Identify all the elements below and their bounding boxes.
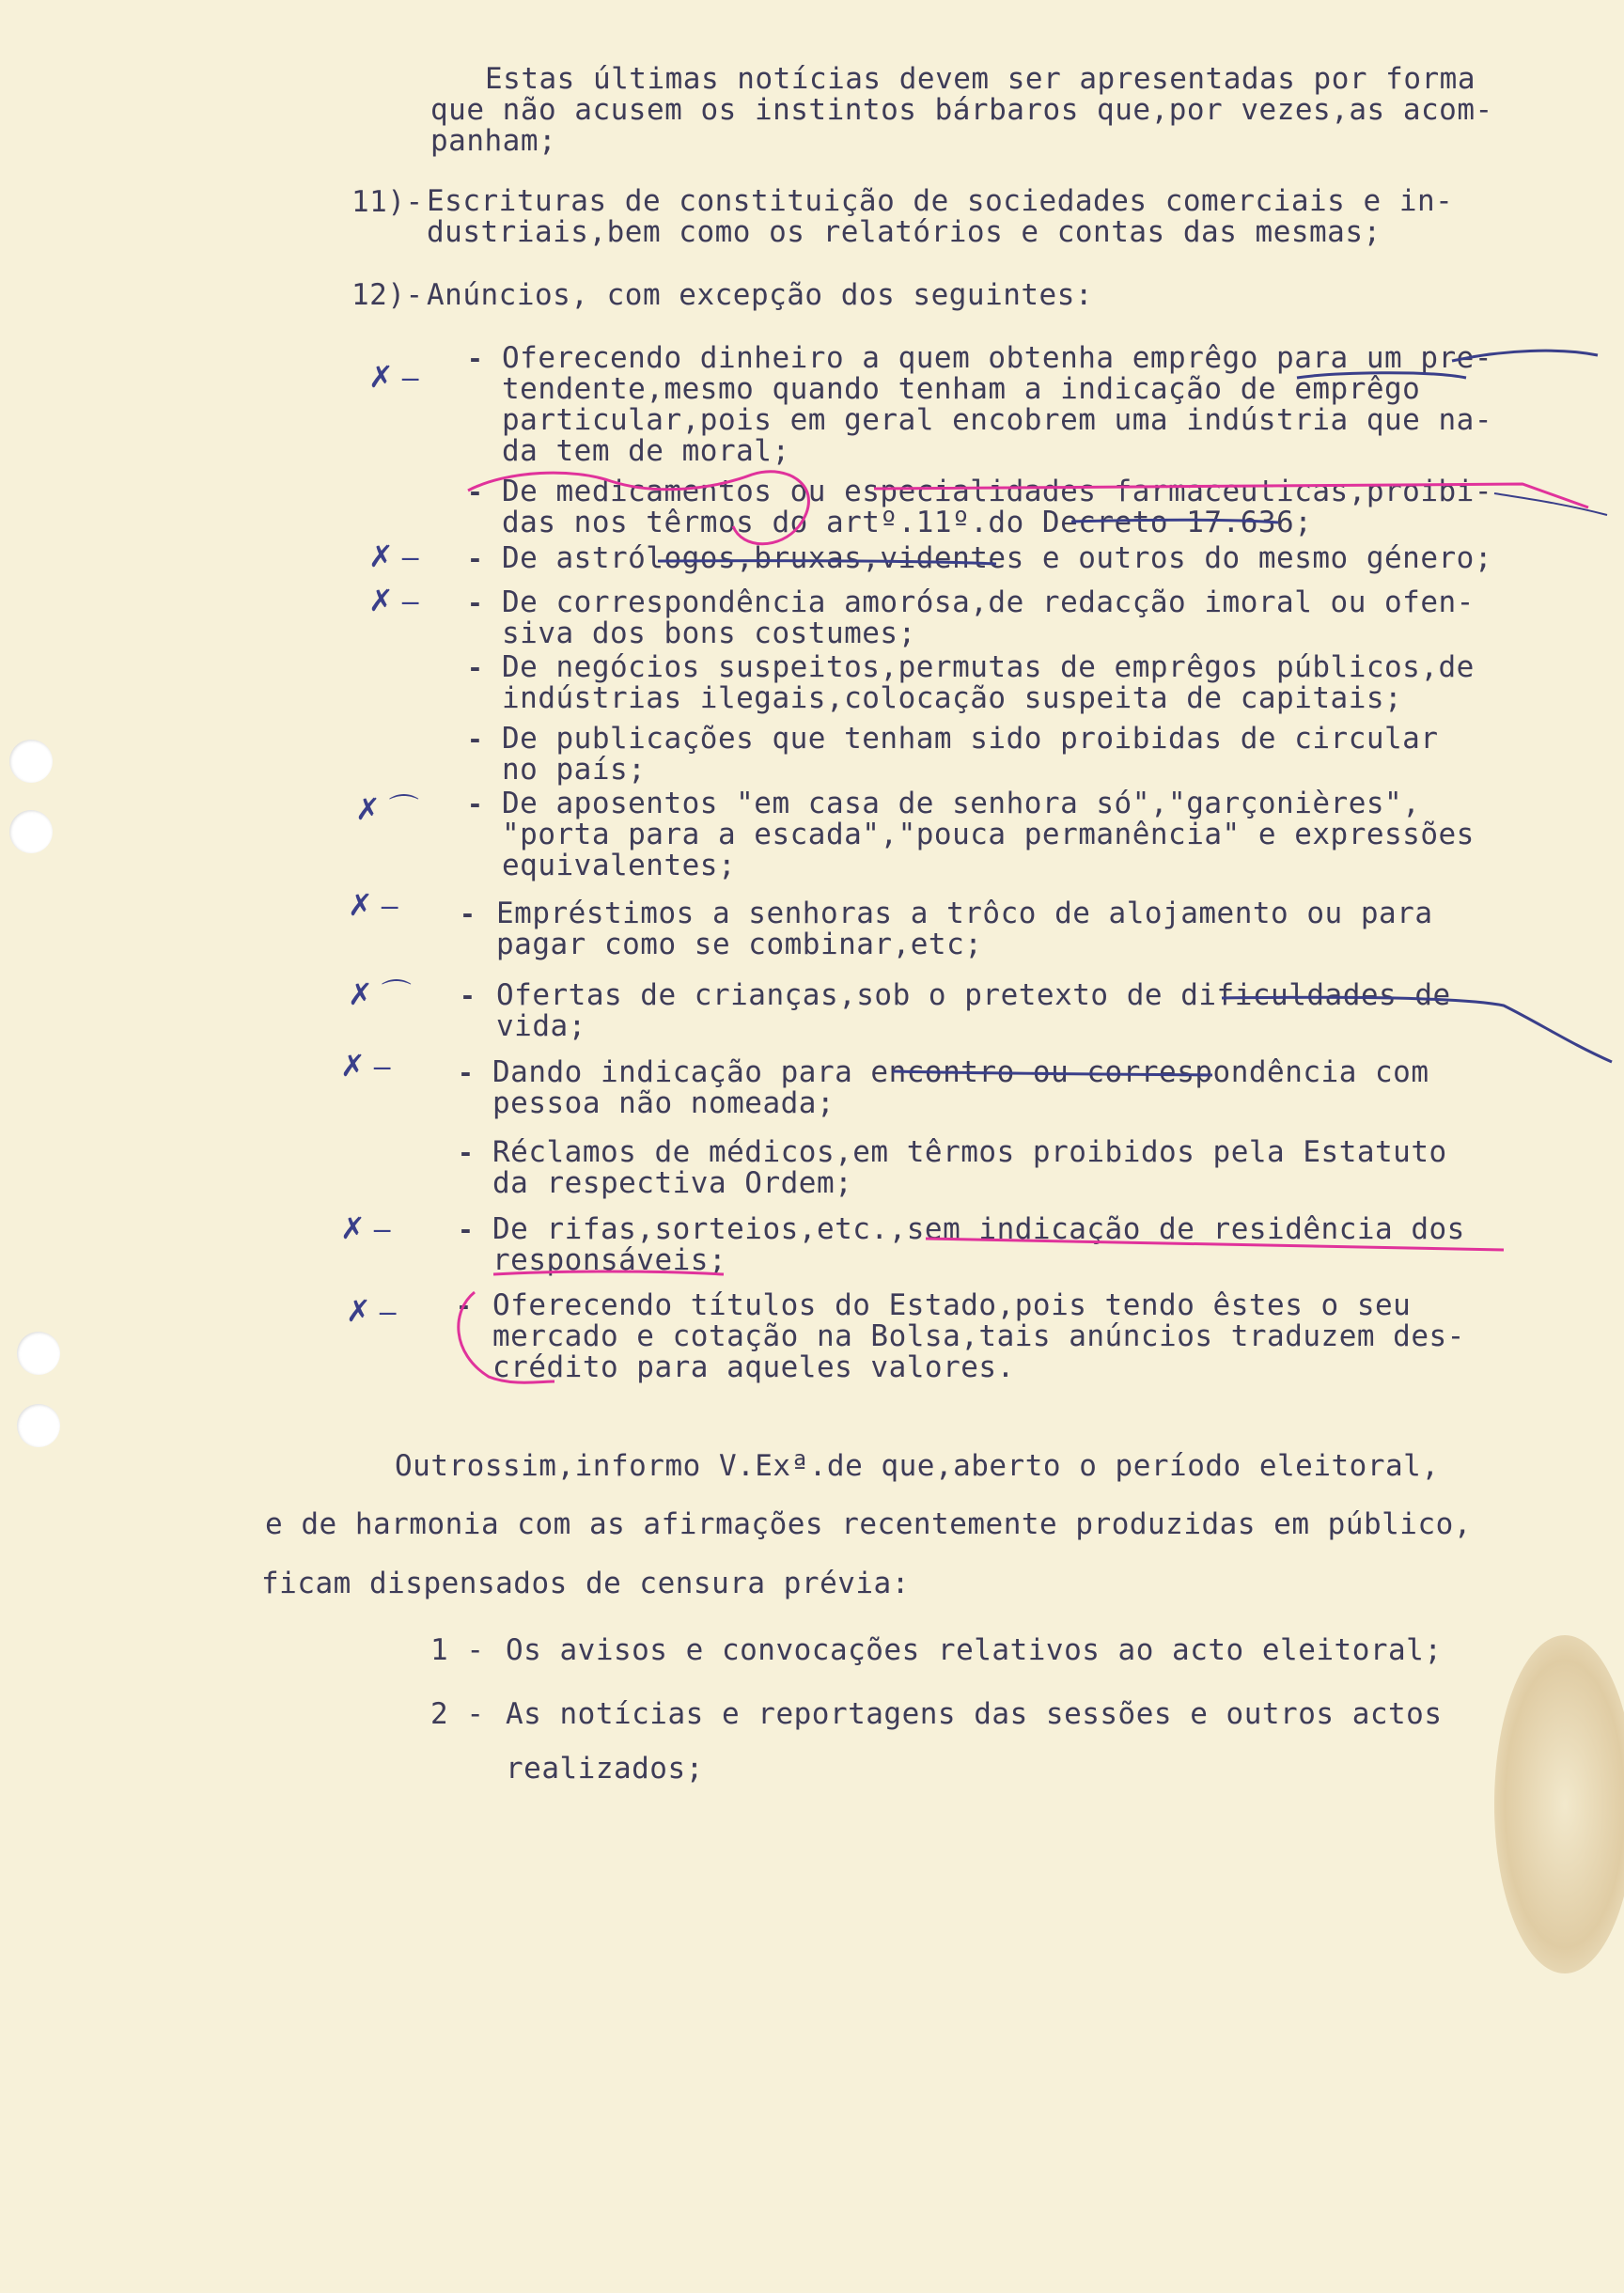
bullet-dash: -	[467, 343, 483, 374]
item-11-line: dustriais,bem como os relatórios e contas das mesmas;	[427, 215, 1382, 249]
exception-7	[502, 788, 1475, 881]
exception-line: crédito para aqueles valores.	[492, 1350, 1015, 1384]
exception-line: pessoa não nomeada;	[492, 1086, 835, 1120]
exception-8	[496, 898, 1433, 960]
exception-4	[502, 587, 1475, 649]
exception-line: da tem de moral;	[502, 434, 790, 468]
exception-line: tendente,mesmo quando tenham a indicação de emprêgo	[502, 372, 1421, 406]
exception-2	[502, 476, 1492, 538]
item-11-line: Escrituras de constituição de sociedades comerciais e in-	[427, 184, 1454, 218]
blue-curl-proibi	[1494, 493, 1607, 515]
outro-line-2: e de harmonia com as afirmações recentemente produzidas em público,	[265, 1507, 1472, 1541]
bullet-dash: -	[467, 543, 483, 574]
exception-11	[492, 1137, 1447, 1199]
bullet-dash: -	[458, 1214, 474, 1245]
outro-line-1: Outrossim,informo V.Exª.de que,aberto o período eleitoral,	[395, 1449, 1440, 1483]
exception-line: da respectiva Ordem;	[492, 1166, 853, 1200]
item-12-text: Anúncios, com excepção dos seguintes:	[427, 278, 1094, 312]
water-stain	[1494, 1635, 1624, 1973]
exception-line: De correspondência amorósa,de redacção imoral ou ofen-	[502, 585, 1475, 619]
exception-3	[502, 543, 1492, 574]
exception-9	[496, 980, 1451, 1042]
intro-line: Estas últimas notícias devem ser apresentadas por forma	[485, 62, 1476, 96]
dispensed-1-text: Os avisos e convocações relativos ao acto eleitoral;	[506, 1633, 1443, 1667]
dispensed-2-text: realizados;	[506, 1752, 704, 1786]
check-mark-10: ✗ –	[340, 1049, 391, 1083]
check-mark-3: ✗ –	[368, 539, 419, 573]
exception-line: mercado e cotação na Bolsa,tais anúncios traduzem des-	[492, 1319, 1465, 1353]
bullet-dash: -	[460, 980, 476, 1011]
check-mark-1: ✗ –	[368, 360, 419, 394]
check-mark-7: ✗ ⌒	[355, 792, 419, 826]
bullet-dash: -	[467, 652, 483, 683]
exception-6	[502, 724, 1439, 786]
bullet-dash: -	[467, 724, 483, 755]
dispensed-2-num: 2 -	[430, 1697, 485, 1731]
intro-line: panham;	[430, 124, 557, 158]
exception-line: De publicações que tenham sido proibidas de circular	[502, 722, 1439, 756]
exception-1	[502, 343, 1492, 467]
exception-line: responsáveis;	[492, 1243, 727, 1277]
exception-10	[492, 1057, 1429, 1119]
bullet-dash: -	[467, 476, 483, 507]
exception-line: De rifas,sorteios,etc.,sem indicação de residência dos	[492, 1212, 1465, 1246]
exception-line: siva dos bons costumes;	[502, 616, 916, 650]
bullet-dash: -	[458, 1057, 474, 1088]
exception-line: De negócios suspeitos,permutas de emprêgos públicos,de	[502, 650, 1475, 684]
exception-line: Réclamos de médicos,em têrmos proibidos pela Estatuto	[492, 1135, 1447, 1169]
check-mark-13: ✗ –	[346, 1294, 397, 1328]
exception-line: De medicamentos ou especialidades farmaceuticas,proibi-	[502, 475, 1492, 508]
punch-hole-2	[9, 810, 53, 853]
intro-line: que não acusem os instintos bárbaros que,por vezes,as acom-	[430, 93, 1493, 127]
exception-13	[492, 1290, 1465, 1383]
exception-line: Empréstimos a senhoras a trôco de alojamento ou para	[496, 897, 1433, 930]
punch-hole-1	[9, 740, 53, 783]
exception-line: Dando indicação para encontro ou correspondência com	[492, 1055, 1429, 1089]
bullet-dash: -	[460, 898, 476, 929]
exception-12	[492, 1214, 1465, 1276]
exception-line: no país;	[502, 753, 647, 787]
punch-hole-3	[17, 1332, 60, 1375]
exception-line: pagar como se combinar,etc;	[496, 928, 983, 961]
item-12-label: 12)-	[351, 278, 424, 312]
dispensed-1-num: 1 -	[430, 1633, 485, 1667]
exception-line: "porta para a escada","pouca permanência" e expressões	[502, 818, 1475, 851]
check-mark-8: ✗ –	[348, 888, 398, 922]
exception-line: De aposentos "em casa de senhora só","garçonières",	[502, 787, 1421, 820]
exception-line: indústrias ilegais,colocação suspeita de capitais;	[502, 681, 1403, 715]
exception-line: das nos têrmos do artº.11º.do Decreto 17.636;	[502, 506, 1313, 539]
item-11-label: 11)-	[351, 185, 424, 219]
check-mark-12: ✗ –	[340, 1211, 391, 1245]
dispensed-2-text: As notícias e reportagens das sessões e outros actos	[506, 1697, 1443, 1731]
exception-line: Oferecendo títulos do Estado,pois tendo êstes o seu	[492, 1288, 1412, 1322]
check-mark-4: ✗ –	[368, 584, 419, 617]
outro-line-3: ficam dispensados de censura prévia:	[261, 1567, 910, 1600]
exception-5	[502, 652, 1475, 714]
exception-line: Ofertas de crianças,sob o pretexto de dificuldades de	[496, 978, 1451, 1012]
punch-hole-4	[17, 1404, 60, 1447]
exception-line: particular,pois em geral encobrem uma indústria que na-	[502, 403, 1492, 437]
bullet-dash: -	[467, 788, 483, 819]
exception-line: Oferecendo dinheiro a quem obtenha emprêgo para um pre-	[502, 341, 1492, 375]
item-11-text	[427, 186, 1453, 248]
bullet-dash: -	[456, 1290, 472, 1321]
check-mark-9: ✗ ⌒	[348, 977, 412, 1011]
bullet-dash: -	[458, 1137, 474, 1168]
exception-line: vida;	[496, 1009, 586, 1043]
intro-paragraph	[430, 64, 1493, 157]
exception-line: De astrólogos,bruxas,videntes e outros do mesmo género;	[502, 541, 1492, 575]
bullet-dash: -	[467, 587, 483, 618]
exception-line: equivalentes;	[502, 849, 737, 882]
